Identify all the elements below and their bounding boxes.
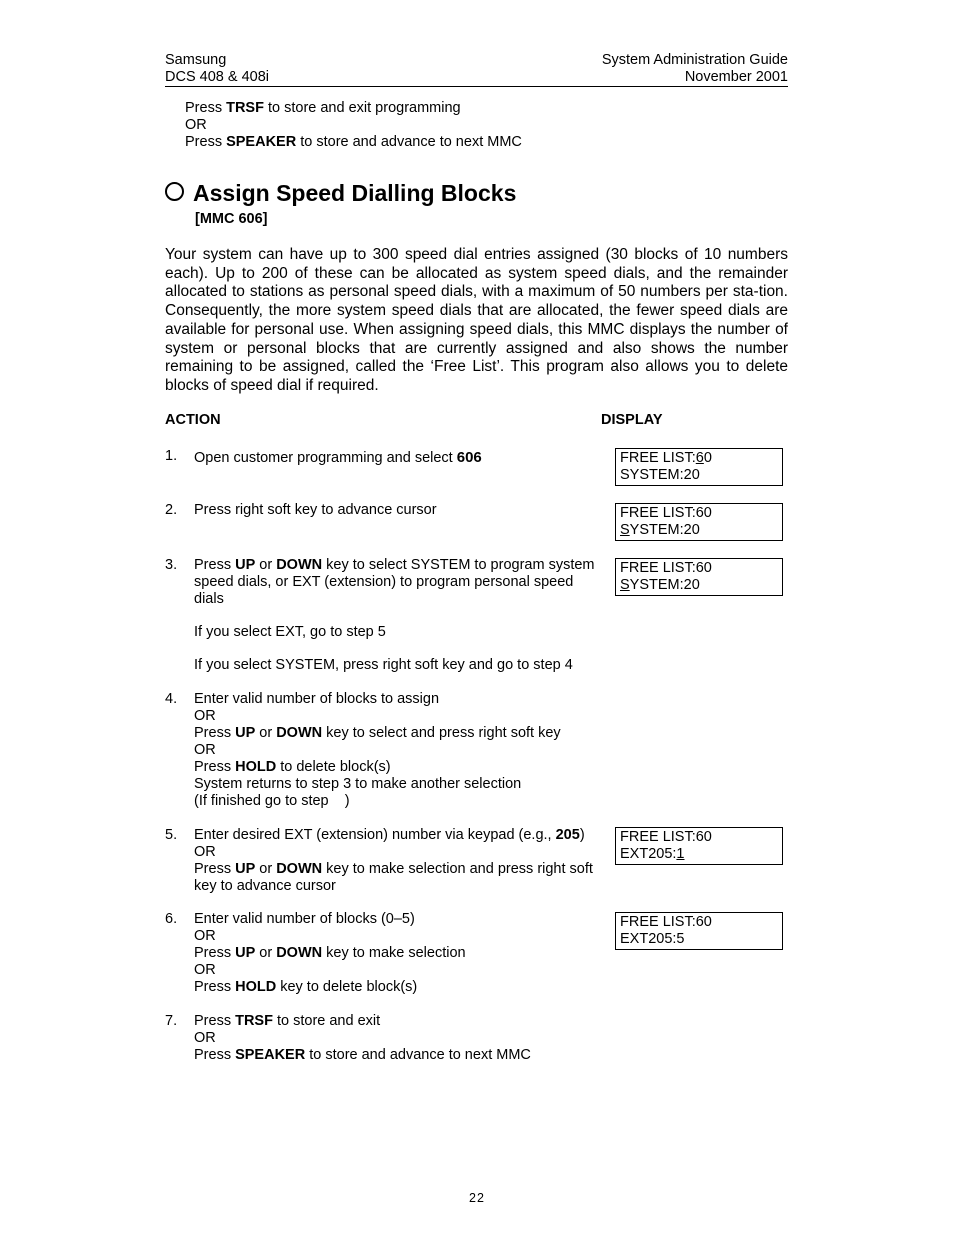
circle-bullet-icon [165,182,184,201]
step-5-number: 5. [165,827,178,843]
mmc-code: [MMC 606] [195,211,268,227]
step-1-number: 1. [165,448,178,464]
intro-line-1: Press TRSF to store and exit programming [185,100,461,116]
step-4-number: 4. [165,691,178,707]
display-box-step-2: FREE LIST:60 SYSTEM:20 [615,503,783,541]
step-6-number: 6. [165,911,178,927]
action-column-heading: ACTION [165,412,221,428]
step-3-text: Press UP or DOWN key to select SYSTEM to program system speed dials, or EXT (extension) to program personal speed dials If you select EXT, go to step 5 If you select SYSTEM, press right soft key and go to step 4 [194,557,604,674]
step-7-text: Press TRSF to store and exit OR Press SPEAKER to store and advance to next MMC [194,1013,531,1063]
header-divider [165,86,788,87]
header-right [602,52,788,86]
step-2-text: Press right soft key to advance cursor [194,502,437,518]
header-company: Samsung [165,52,227,68]
section-paragraph: Your system can have up to 300 speed dial entries assigned (30 blocks of 10 numbers each). Up to 200 of these can be allocated as system speed dials, and the remainder allocated to stations as personal speed dials, with a maximum of 50 numbers per sta-tion. Consequently, the more system speed dials that are allocated, the fewer speed dials are available for personal use. When assigning speed dials, this MMC displays the number of system or personal blocks that are currently assigned and also shows the number remaining to be assigned, called the ‘Free List’. This program also allows you to delete blocks of speed dial if required. [165,246,788,394]
header-guide-title: System Administration Guide [601,52,788,68]
step-2-number: 2. [165,502,178,518]
display-box-step-1: FREE LIST:60 SYSTEM:20 [615,448,783,486]
intro-line-2: OR [185,117,207,133]
step-6-text: Enter valid number of blocks (0–5) OR Press UP or DOWN key to make selection OR Press HOLD key to delete block(s) [194,911,466,995]
step-7-number: 7. [165,1013,178,1029]
display-box-step-6: FREE LIST:60 EXT205:5 [615,912,783,950]
header-left [165,52,269,86]
display-box-step-5: FREE LIST:60 EXT205:1 [615,827,783,865]
intro-line-3: Press SPEAKER to store and advance to next MMC [185,134,522,150]
display-column-heading: DISPLAY [601,412,663,428]
page-number: 22 [469,1191,485,1205]
section-title: Assign Speed Dialling Blocks [165,178,516,208]
step-4-text: Enter valid number of blocks to assign OR Press UP or DOWN key to select and press right soft key OR Press HOLD to delete block(s) System returns to step 3 to make another selection (If finished go to step ) [194,691,561,809]
step-3-note-system: If you select SYSTEM, press right soft key and go to step 4 [194,657,573,673]
step-1-text: Open customer programming and select 606 [194,449,482,466]
display-box-step-3: FREE LIST:60 SYSTEM:20 [615,558,783,596]
step-5-text: Enter desired EXT (extension) number via keypad (e.g., 205) OR Press UP or DOWN key to make selection and press right soft key to advance cursor [194,827,593,894]
step-3-number: 3. [165,557,178,573]
step-3-note-ext: If you select EXT, go to step 5 [194,624,386,640]
header-date: November 2001 [684,69,788,85]
header-product: DCS 408 & 408i [165,69,269,85]
intro-instructions [185,100,522,151]
